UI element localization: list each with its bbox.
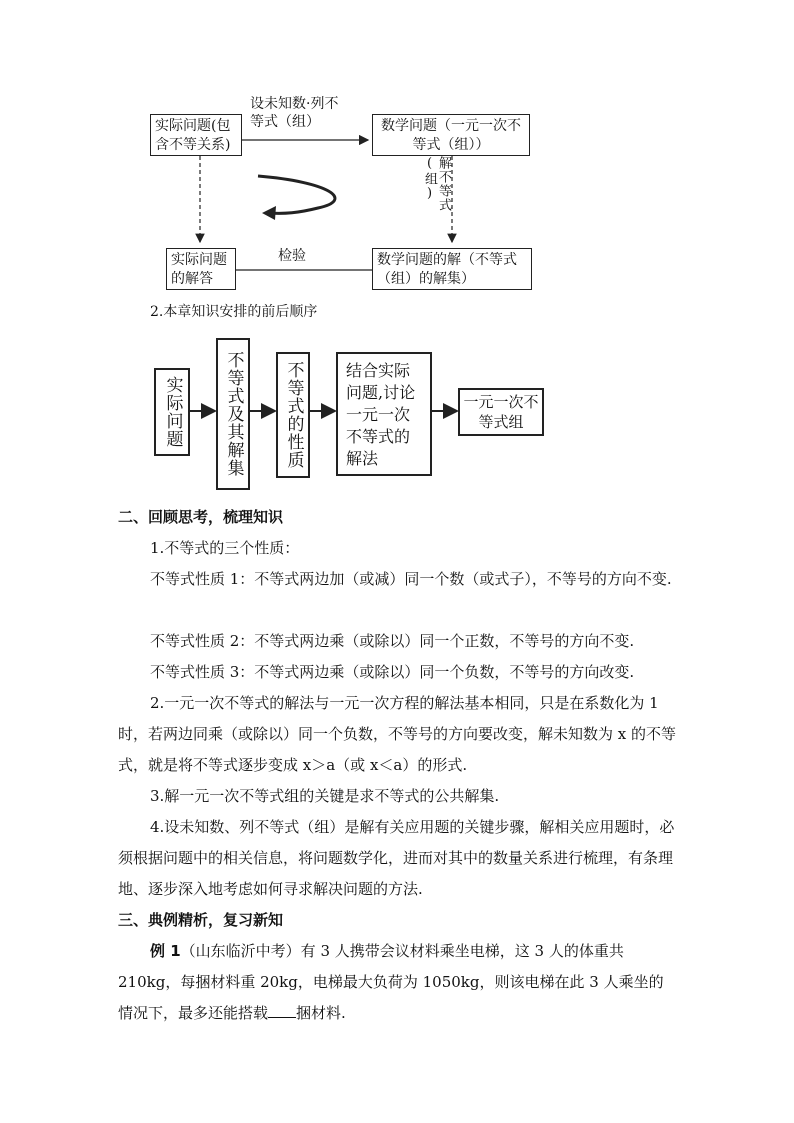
example-label: 例 1 (150, 942, 181, 960)
heading-review: 二、回顾思考，梳理知识 (118, 508, 284, 526)
order-box-solving: 结合实际问题,讨论一元一次不等式的解法 (336, 352, 432, 476)
label-check: 检验 (278, 248, 306, 264)
box-practical-problem (150, 114, 242, 156)
paragraph-system-key: 3.解一元一次不等式组的关键是求不等式的公共解集. (150, 787, 500, 805)
paragraph-solving-method: 2.一元一次不等式的解法与一元一次方程的解法基本相同，只是在系数化为 1 时，若两边同乘（或除以）同一个负数，不等号的方向要改变，解未知数为 x 的不等式，就是将不等式逐步变成 x＞a（或 x＜a）的形式. (118, 694, 676, 774)
box-math-solution: 数学问题的解（不等式（组）的解集） (372, 248, 532, 290)
paragraph-property-1: 不等式性质 1：不等式两边加（或减）同一个数（或式子），不等号的方向不变. (150, 570, 672, 588)
paragraph-property-3: 不等式性质 3：不等式两边乘（或除以）同一个负数，不等号的方向改变. (150, 663, 635, 681)
box-practical-answer: 实际问题的解答 (166, 248, 236, 290)
label-set-unknown: 设未知数·列不等式（组） (250, 96, 339, 130)
section-order-title: 2.本章知识安排的前后顺序 (150, 304, 318, 320)
heading-examples: 三、典例精析，复习新知 (118, 911, 284, 929)
paragraph-application: 4.设未知数、列不等式（组）是解有关应用题的关键步骤，解相关应用题时，必须根据问题中的相关信息，将问题数学化，进而对其中的数量关系进行梳理，有条理地、逐步深入地考虑如何寻求解决问题的方法. (118, 818, 675, 898)
label-solve-inequality: 解不等式(组) (422, 156, 451, 212)
paragraph-property-2: 不等式性质 2：不等式两边乘（或除以）同一个正数，不等号的方向不变. (150, 632, 635, 650)
order-box-practical: 实际问题 (154, 368, 190, 456)
example-text: （山东临沂中考）有 3 人携带会议材料乘坐电梯，这 3 人的体重共 210kg，每捆材料重 20kg，电梯最大负荷为 1050kg，则该电梯在此 3 人乘坐的情况下，最多还能搭载 (118, 942, 664, 1022)
box-math-problem: 数学问题（一元一次不等式（组）） (372, 114, 530, 156)
example-text-end: 捆材料. (296, 1004, 346, 1022)
answer-blank[interactable] (268, 1003, 296, 1018)
order-box-system: 一元一次不等式组 (458, 388, 544, 436)
box-practical-problem-text: 实际问题(包含不等关系) (155, 118, 231, 153)
curved-loop-arrow (258, 176, 335, 213)
paragraph-properties-intro: 1.不等式的三个性质： (150, 539, 300, 557)
paragraph-example-1 (118, 936, 678, 1029)
order-box-inequality: 不等式及其解集 (216, 338, 250, 490)
order-box-properties: 不等式的性质 (276, 352, 310, 478)
